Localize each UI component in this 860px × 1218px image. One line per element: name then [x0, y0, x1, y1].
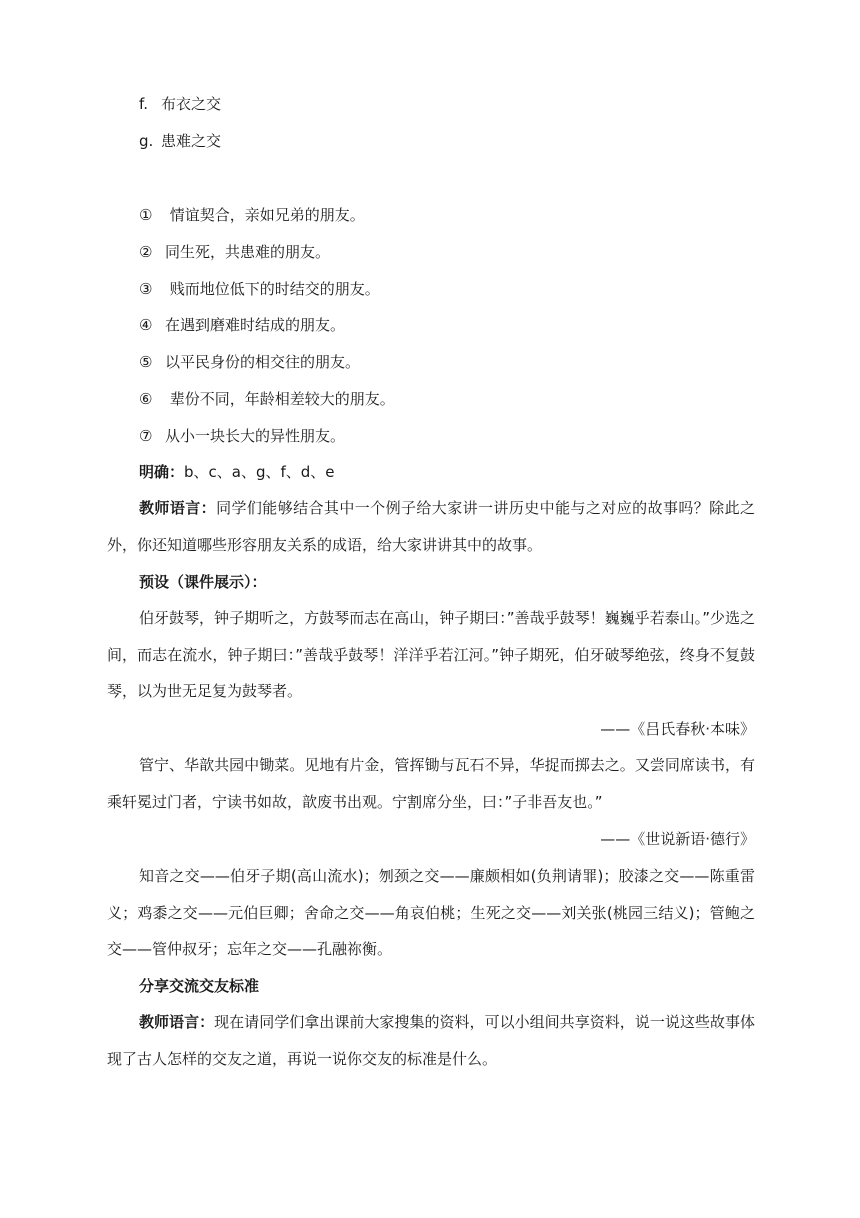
definition-text: 以平民身份的相交往的朋友。: [165, 353, 361, 371]
option-label: f.: [139, 95, 148, 113]
document-page: [107, 0, 755, 1218]
definition-number: ②: [139, 243, 153, 261]
preset-heading: 预设（课件展示）：: [139, 573, 267, 591]
definition-number: ⑤: [139, 353, 153, 371]
idioms-paragraph: 知音之交——伯牙子期(高山流水)；刎颈之交——廉颇相如(负荆请罪)；胶漆之交——陈重雷义；鸡黍之交——元伯巨卿；舍命之交——角哀伯桃；生死之交——刘关张(桃园三结义)；管鲍之交——管仲叔牙；忘年之交——孔融祢衡。: [107, 867, 755, 958]
option-text: 患难之交: [161, 132, 222, 150]
teacher-prompt-text: 现在请同学们拿出课前大家搜集的资料，可以小组间共享资料，说一说这些故事体现了古人怎样的交友之道，再说一说你交友的标准是什么。: [107, 1013, 755, 1068]
answer-label: 明确：: [139, 463, 185, 481]
definition-item: [107, 279, 755, 299]
teacher-prompt-text: 同学们能够结合其中一个例子给大家讲一讲历史中能与之对应的故事吗？除此之外，你还知道哪些形容朋友关系的成语，给大家讲讲其中的故事。: [107, 499, 755, 554]
definition-number: ⑥: [139, 390, 153, 408]
story-paragraph: 管宁、华歆共园中锄菜。见地有片金，管挥锄与瓦石不异，华捉而掷去之。又尝同席读书，有乘轩冕过门者，宁读书如故，歆废书出观。宁割席分坐，曰：”子非吾友也。”: [107, 756, 755, 811]
answer-line: [107, 462, 755, 482]
definition-item: [107, 242, 755, 262]
option-f: [107, 94, 755, 114]
definition-number: ③: [139, 280, 153, 298]
definition-text: 在遇到磨难时结成的朋友。: [165, 316, 346, 334]
option-g: [107, 131, 755, 151]
definition-text: 辈份不同，年龄相差较大的朋友。: [165, 390, 395, 408]
definition-number: ⑦: [139, 427, 153, 445]
definition-text: 情谊契合，亲如兄弟的朋友。: [165, 206, 365, 224]
teacher-prompt-paragraph: [107, 1004, 755, 1077]
definition-number: ④: [139, 316, 153, 334]
definition-item: [107, 352, 755, 372]
teacher-label: 教师语言：: [139, 499, 217, 517]
option-label: g.: [139, 132, 154, 150]
section-heading: 分享交流交友标准: [139, 977, 260, 995]
definition-number: ①: [139, 206, 153, 224]
definition-item: [107, 315, 755, 335]
option-text: 布衣之交: [161, 95, 222, 113]
definition-text: 从小一块长大的异性朋友。: [165, 427, 346, 445]
definition-item: [107, 205, 755, 225]
story-source: ——《吕氏春秋·本味》: [600, 720, 755, 738]
answer-text: b、c、a、g、f、d、e: [184, 463, 335, 481]
definition-item: [107, 426, 755, 446]
definition-text: 同生死，共患难的朋友。: [165, 243, 331, 261]
teacher-prompt-paragraph: [107, 490, 755, 563]
teacher-label: 教师语言：: [139, 1013, 215, 1031]
definition-item: [107, 389, 755, 409]
definition-text: 贱而地位低下的时结交的朋友。: [165, 280, 380, 298]
story-paragraph: 伯牙鼓琴，钟子期听之，方鼓琴而志在高山，钟子期曰：”善哉乎鼓琴！巍巍乎若泰山。”少选之间，而志在流水，钟子期曰：”善哉乎鼓琴！洋洋乎若江河。”钟子期死，伯牙破琴绝弦，终身不复鼓琴，以为世无足复为鼓琴者。: [107, 609, 755, 700]
story-source: ——《世说新语·德行》: [600, 830, 755, 848]
